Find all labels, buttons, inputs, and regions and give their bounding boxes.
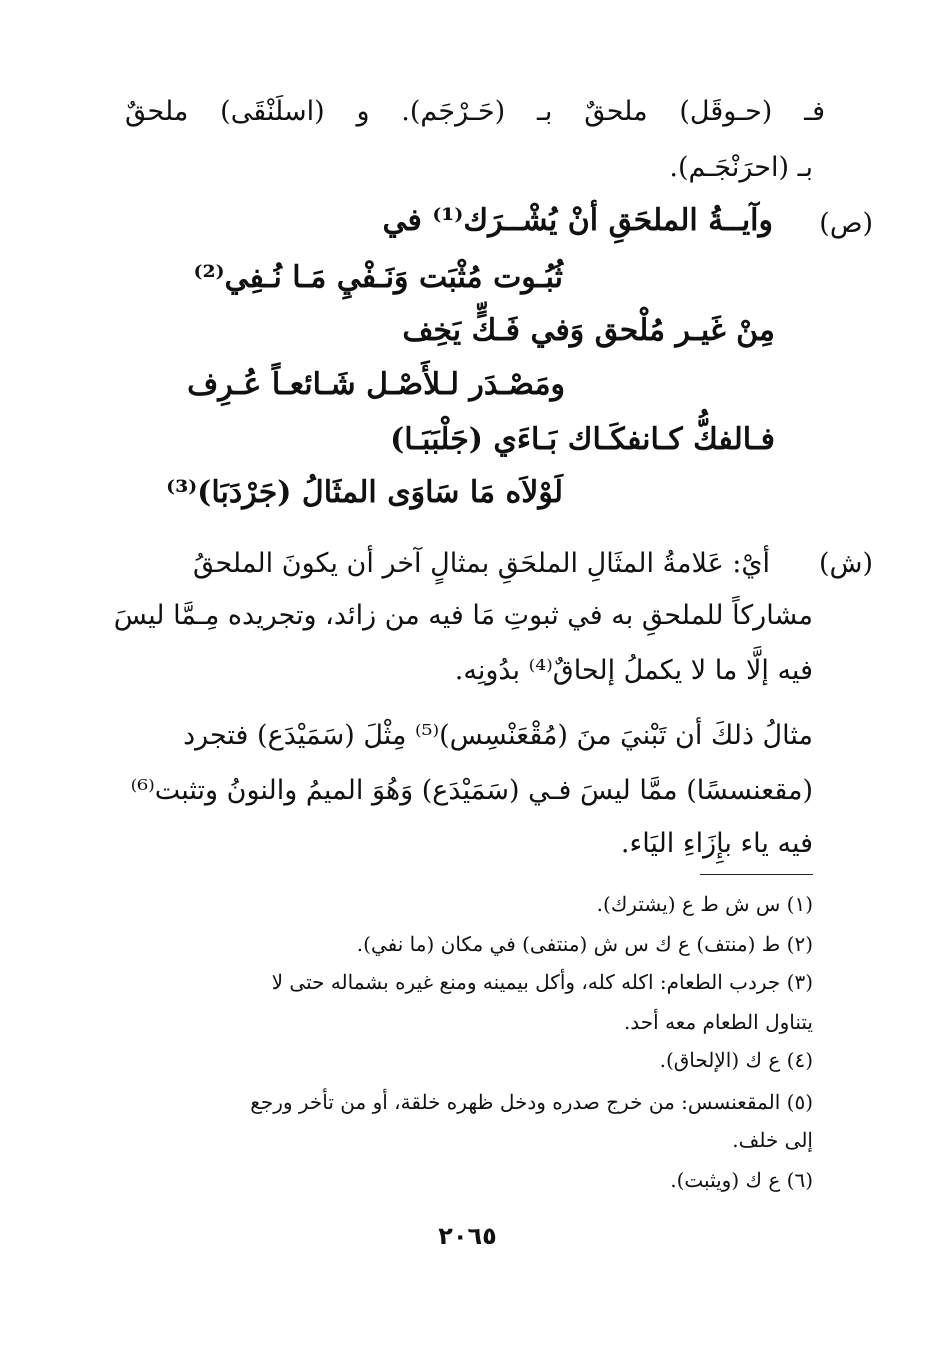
intro-line-2: بـ (احرَنْجَـم). bbox=[669, 152, 813, 183]
matn-line-6: لَوْلاَه مَا سَاوَى المثَالُ (جَرْدَبَا)⁽³⁾ bbox=[166, 475, 563, 510]
intro-line-1: فـ (حـوقَل) ملحقٌ بـ (حَـرْجَم). و (اسلَنْقَى) ملحقٌ bbox=[125, 96, 825, 127]
matn-line-4: ومَصْـدَر لـلأَصْـل شَـائعـاً عُـرِف bbox=[187, 367, 565, 402]
footnote-separator bbox=[700, 874, 813, 875]
sharh-p1-line-3: فيه إلَّا ما لا يكملُ إلحاقٌ⁽⁴⁾ بدُونِه. bbox=[454, 655, 813, 686]
sharh-p2-line-1: مثالُ ذلكَ أن تَبْنيَ منَ (مُقْعَنْسِس)⁽⁵⁾ مِثْلَ (سَمَيْدَع) فتجرد bbox=[183, 720, 813, 751]
footnote-5-line-1: (٥) المقعنسس: من خرج صدره ودخل ظهره خلقة، أو من تأخر ورجع bbox=[250, 1090, 813, 1114]
footnote-1: (١) س ش ط ع (يشترك). bbox=[596, 892, 813, 916]
footnote-2: (٢) ط (منتف) ع ك س ش (منتفى) في مكان (ما نفي). bbox=[356, 932, 813, 956]
sharh-p1-line-1: أيْ: عَلامةُ المثَالِ الملحَقِ بمثالٍ آخر أن يكونَ الملحقُ bbox=[192, 548, 770, 579]
sharh-p1-line-2: مشاركاً للملحقِ به في ثبوتِ مَا فيه من زائد، وتجريده مِـمَّا ليسَ bbox=[113, 600, 813, 631]
page-number: ٢٠٦٥ bbox=[438, 1222, 497, 1250]
footnote-3-line-1: (٣) جردب الطعام: اكله كله، وأكل بيمينه ومنع غيره بشماله حتى لا bbox=[271, 970, 813, 994]
matn-line-2: ثُبُـوت مُثْبَت وَنَـفْيِ مَـا نُـفِي⁽²⁾ bbox=[193, 260, 563, 295]
footnote-3-line-2: يتناول الطعام معه أحد. bbox=[623, 1010, 813, 1034]
sharh-p2-line-2: (مقعنسسًا) ممَّا ليسَ فـي (سَمَيْدَع) وَهُوَ الميمُ والنونُ وتثبت⁽⁶⁾ bbox=[130, 775, 813, 806]
matn-label: (ص) bbox=[819, 208, 873, 239]
footnote-4: (٤) ع ك (الإلحاق). bbox=[659, 1048, 813, 1072]
matn-line-5: فـالفكُّ كـانفكَـاك بَـاءَي (جَلْبَبَـا) bbox=[390, 422, 775, 457]
matn-line-1: وآيــةُ الملحَقِ أنْ يُشْــرَك⁽¹⁾ في bbox=[382, 203, 773, 238]
footnote-6: (٦) ع ك (ويثبت). bbox=[670, 1168, 813, 1192]
matn-line-3: مِنْ غَيـر مُلْحق وَفي فَـكٍّ يَخِف bbox=[402, 313, 775, 348]
footnote-5-line-2: إلى خلف. bbox=[732, 1128, 813, 1152]
sharh-label: (ش) bbox=[818, 548, 873, 579]
sharh-p2-line-3: فيه ياء بإِزَاءِ اليَاء. bbox=[620, 828, 813, 859]
